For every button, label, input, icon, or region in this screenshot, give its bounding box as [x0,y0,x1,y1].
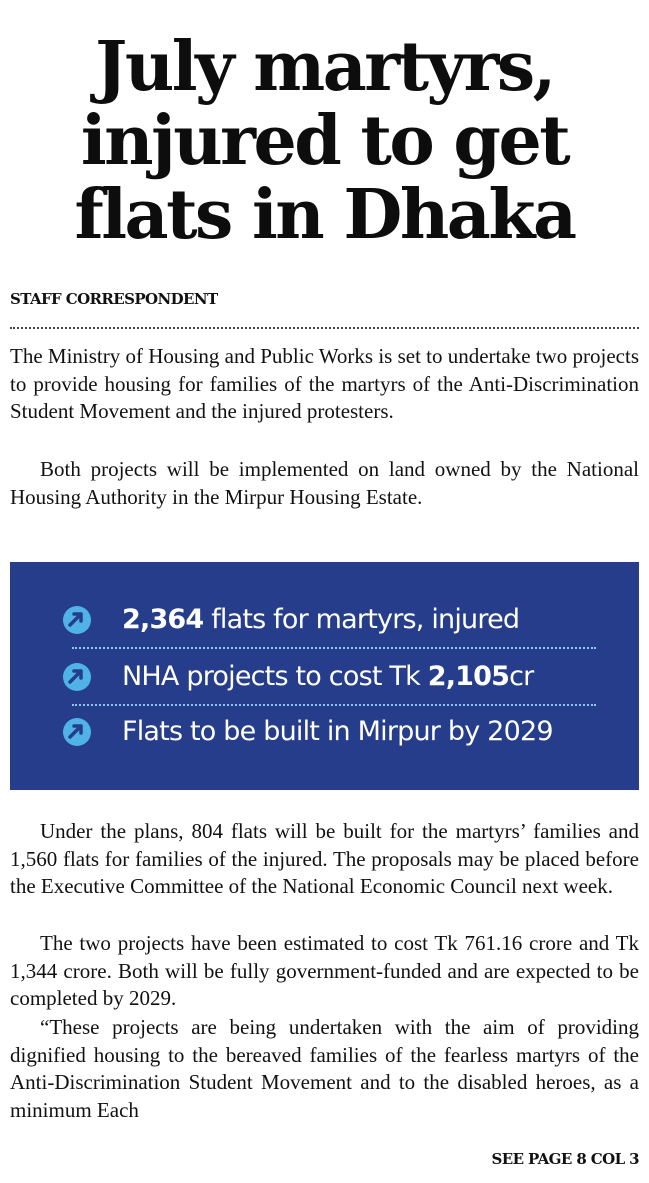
highlight-item [62,600,592,640]
headline-line-1: July martyrs, [95,27,554,107]
highlight-unit: cr [509,661,534,692]
byline-divider [10,327,639,329]
highlight-label: flats for martyrs, injured [203,604,520,635]
arrow-circle-icon [62,605,92,635]
highlight-separator [72,704,596,706]
body-paragraph: Under the plans, 804 flats will be built for the martyrs’ families and 1,560 flats for families of the injured. The proposals may be placed before the Executive Committee of the National Economic Council next week. [10,819,639,898]
highlight-figure: 2,105 [427,661,510,692]
highlight-text [122,600,519,640]
intro-paragraph: Both projects will be implemented on land owned by the National Housing Authority in the Mirpur Housing Estate. [10,457,639,509]
highlight-figure: 2,364 [122,604,204,635]
highlights-box [10,562,639,790]
highlight-item [62,657,592,697]
headline-line-2: injured to get [80,101,569,181]
arrow-circle-icon [62,662,92,692]
arrow-circle-icon [62,717,92,747]
byline: STAFF CORRESPONDENT [10,290,218,308]
highlight-item [62,712,592,752]
body-paragraph: “These projects are being undertaken with the aim of providing dignified housing to the bereaved families of the fearless martyrs of the Anti-Discrimination Student Movement and to the disabled heroes, as a minimum Each [10,1015,639,1122]
headline-line-3: flats in Dhaka [74,175,575,255]
headline [0,27,649,255]
intro-paragraph: The Ministry of Housing and Public Works is set to undertake two projects to provide housing for families of the martyrs of the Anti-Discrimination Student Movement and the injured protesters. [10,344,640,423]
body-paragraph: The two projects have been estimated to cost Tk 761.16 crore and Tk 1,344 crore. Both will be fully government-funded and are expected to be completed by 2029. [10,931,639,1010]
highlight-text: Flats to be built in Mirpur by 2029 [122,716,553,747]
highlight-label: NHA projects to cost Tk [122,661,428,692]
continuation-jump: SEE PAGE 8 COL 3 [491,1150,639,1168]
highlight-text [122,657,533,697]
highlight-separator [72,647,596,649]
